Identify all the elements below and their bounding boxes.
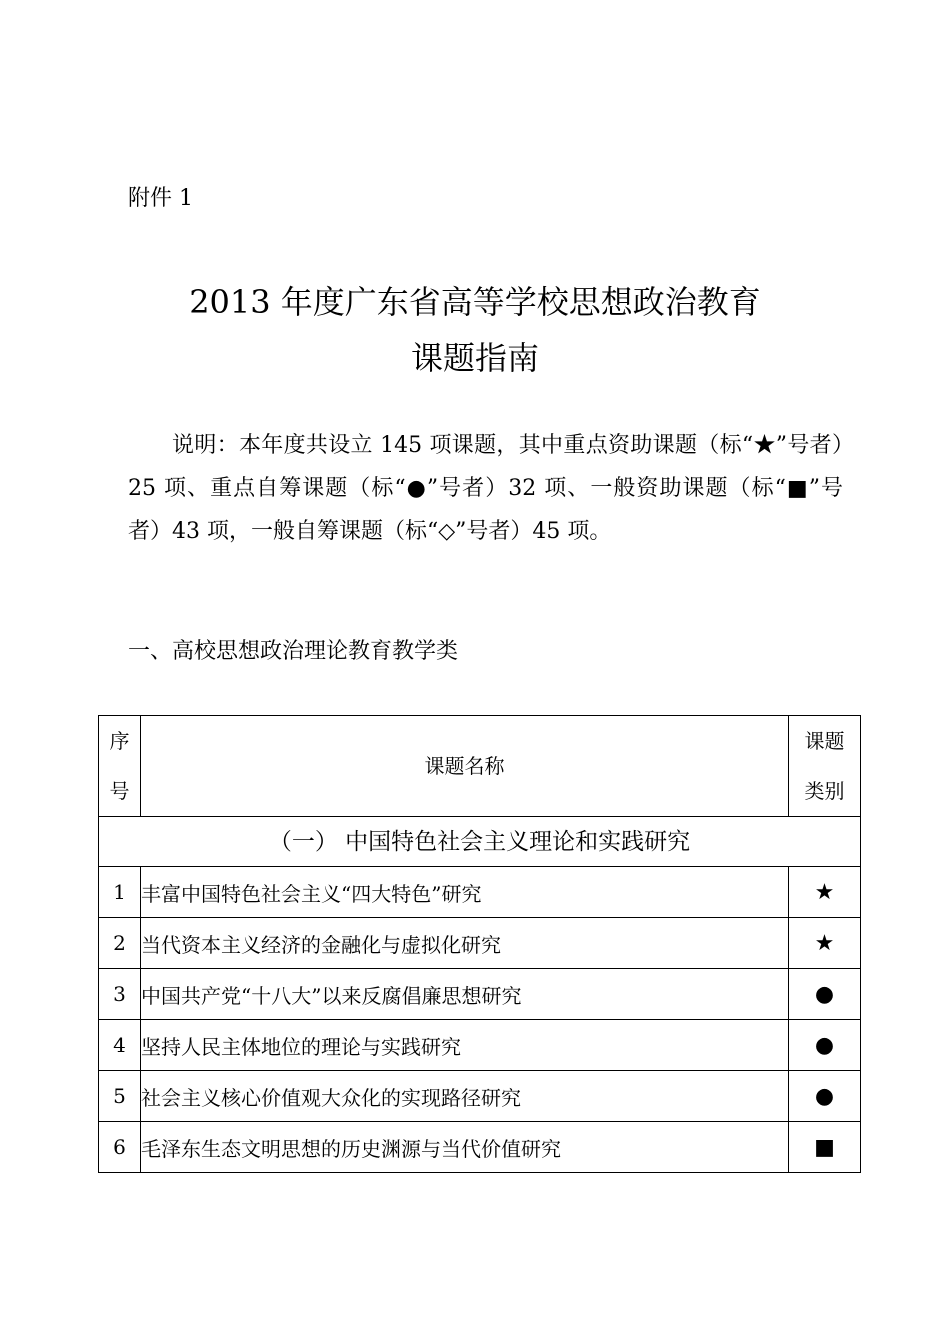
table-row	[99, 918, 861, 969]
table-header-row	[99, 716, 861, 817]
topic-name: 丰富中国特色社会主义“四大特色”研究	[141, 867, 789, 918]
header-no-line-2: 号	[109, 779, 130, 803]
row-number: 5	[99, 1071, 141, 1122]
header-name: 课题名称	[141, 716, 789, 817]
attachment-label: 附件 1	[128, 186, 193, 211]
table-row	[99, 867, 861, 918]
topic-name: 当代资本主义经济的金融化与虚拟化研究	[141, 918, 789, 969]
group-row	[99, 817, 861, 867]
table-row	[99, 1071, 861, 1122]
topic-name: 中国共产党“十八大”以来反腐倡廉思想研究	[141, 969, 789, 1020]
topic-name: 毛泽东生态文明思想的历史渊源与当代价值研究	[141, 1122, 789, 1173]
row-number: 2	[99, 918, 141, 969]
topic-category-mark: ●	[789, 1020, 861, 1071]
row-number: 6	[99, 1122, 141, 1173]
topic-category-mark: ●	[789, 969, 861, 1020]
document-title-line-2: 课题指南	[410, 339, 539, 377]
header-type-line-1: 课题	[804, 729, 845, 753]
document-title-line-1: 2013 年度广东省高等学校思想政治教育	[189, 283, 761, 321]
row-number: 4	[99, 1020, 141, 1071]
topics-table	[98, 715, 861, 1173]
header-type-line-2: 类别	[804, 779, 845, 803]
table-row	[99, 1020, 861, 1071]
topic-name: 社会主义核心价值观大众化的实现路径研究	[141, 1071, 789, 1122]
row-number: 1	[99, 867, 141, 918]
intro-paragraph: 说明：本年度共设立 145 项课题，其中重点资助课题（标“★”号者）25 项、重点自筹课题（标“●”号者）32 项、一般资助课题（标“■”号者）43 项，一般自筹课题（标“◇”号者）45 项。	[128, 433, 843, 544]
topic-name: 坚持人民主体地位的理论与实践研究	[141, 1020, 789, 1071]
table-row	[99, 969, 861, 1020]
section-heading: 一、高校思想政治理论教育教学类	[128, 639, 459, 664]
table-row	[99, 1122, 861, 1173]
header-no-line-1: 序	[109, 729, 130, 753]
group-title: （一） 中国特色社会主义理论和实践研究	[99, 817, 861, 867]
topic-category-mark: ★	[789, 867, 861, 918]
header-no	[99, 716, 141, 817]
topic-category-mark: ■	[789, 1122, 861, 1173]
header-type	[789, 716, 861, 817]
topic-category-mark: ●	[789, 1071, 861, 1122]
topic-category-mark: ★	[789, 918, 861, 969]
row-number: 3	[99, 969, 141, 1020]
